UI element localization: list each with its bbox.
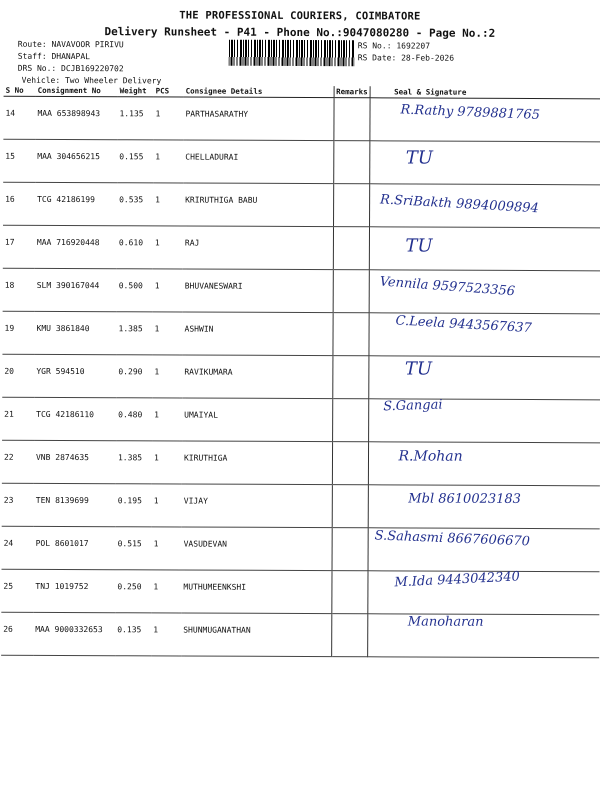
table-row <box>3 96 600 142</box>
row-weight: 1.385 <box>116 441 152 484</box>
row-sno: 14 <box>3 96 35 139</box>
row-signature-cell <box>368 313 600 357</box>
row-pcs: 1 <box>152 484 182 527</box>
row-sno: 20 <box>2 354 34 397</box>
row-consignment: TCG 42186199 <box>35 182 117 225</box>
row-pcs: 1 <box>153 226 183 269</box>
row-consignee: MUTHUMEENKSHI <box>181 570 331 614</box>
row-signature-cell <box>369 184 600 228</box>
row-sno: 22 <box>2 440 34 483</box>
row-sno: 19 <box>2 311 34 354</box>
row-consignee: RAJ <box>183 226 333 270</box>
row-remarks <box>331 614 367 657</box>
row-pcs: 1 <box>153 269 183 312</box>
staff-text: Staff: DHANAPAL <box>17 51 91 62</box>
drs-text: DRS No.: DCJB169220702 <box>17 63 124 74</box>
col-sno: S No <box>4 85 36 97</box>
row-remarks <box>333 141 369 184</box>
handwritten-signature: TU <box>404 358 433 380</box>
col-weight: Weight <box>118 85 154 97</box>
row-signature-cell <box>368 356 600 400</box>
rs-date: RS Date: 28-Feb-2026 <box>357 53 455 63</box>
handwritten-signature: M.Ida 9443042340 <box>393 569 520 591</box>
row-weight: 0.195 <box>116 484 152 527</box>
row-sno: 25 <box>1 569 33 612</box>
row-sno: 15 <box>3 139 35 182</box>
handwritten-signature: R.Mohan <box>398 448 463 465</box>
row-weight: 0.480 <box>116 398 152 441</box>
row-sno: 21 <box>2 397 34 440</box>
row-weight: 0.610 <box>117 226 153 269</box>
handwritten-signature: Manoharan <box>407 614 484 630</box>
meta-right <box>358 40 454 64</box>
row-weight: 1.385 <box>116 312 152 355</box>
table-row <box>3 139 600 185</box>
table-row <box>2 440 600 486</box>
row-pcs: 1 <box>153 140 183 183</box>
row-remarks <box>333 184 369 227</box>
handwritten-signature: Vennila 9597523356 <box>378 274 516 300</box>
handwritten-signature: S.Gangai <box>382 397 443 415</box>
row-remarks <box>332 313 368 356</box>
row-consignee: ASHWIN <box>182 312 332 356</box>
col-consignment: Consignment No <box>36 85 118 97</box>
table-row <box>2 397 600 443</box>
rs-number: RS No.: 1692207 <box>357 41 431 51</box>
handwritten-signature: TU <box>405 147 434 169</box>
row-consignment: KMU 3861840 <box>34 311 116 354</box>
row-consignee: VIJAY <box>182 484 332 528</box>
row-pcs: 1 <box>152 398 182 441</box>
row-sno: 17 <box>3 225 35 268</box>
row-sno: 26 <box>1 612 33 655</box>
row-pcs: 1 <box>151 613 181 656</box>
row-consignment: SLM 390167044 <box>35 268 117 311</box>
row-signature-cell <box>367 571 599 615</box>
company-title: THE PROFESSIONAL COURIERS, COIMBATORE <box>179 9 421 23</box>
table-row <box>1 569 599 615</box>
row-consignee: CHELLADURAI <box>183 140 333 184</box>
row-sno: 18 <box>3 268 35 311</box>
row-consignee: KIRUTHIGA <box>182 441 332 485</box>
row-weight: 0.290 <box>116 355 152 398</box>
row-consignee: UMAIYAL <box>182 398 332 442</box>
row-consignment: MAA 716920448 <box>35 225 117 268</box>
col-signature: Seal & Signature <box>370 86 600 99</box>
row-weight: 0.500 <box>117 269 153 312</box>
row-consignee: RAVIKUMARA <box>182 355 332 399</box>
row-sno: 24 <box>2 526 34 569</box>
row-signature-cell <box>369 227 600 271</box>
row-remarks <box>332 485 368 528</box>
row-pcs: 1 <box>152 355 182 398</box>
row-consignment: MAA 304656215 <box>35 139 117 182</box>
handwritten-signature: Mbl 8610023183 <box>408 491 521 507</box>
row-pcs: 1 <box>151 570 181 613</box>
row-weight: 0.135 <box>115 613 151 656</box>
table-row <box>3 225 600 271</box>
handwritten-signature: S.Sahasmi 8667606670 <box>373 528 530 550</box>
row-remarks <box>333 270 369 313</box>
row-weight: 0.515 <box>116 527 152 570</box>
table-row <box>3 268 600 314</box>
row-consignment: MAA 9000332653 <box>33 612 115 655</box>
handwritten-signature: R.Rathy 9789881765 <box>399 102 540 123</box>
row-pcs: 1 <box>153 183 183 226</box>
handwritten-signature: C.Leela 9443567637 <box>394 313 532 337</box>
row-signature-cell <box>368 442 600 486</box>
col-pcs: PCS <box>154 85 184 97</box>
runsheet-table <box>1 85 600 659</box>
vehicle-text: Vehicle: Two Wheeler Delivery <box>21 75 162 86</box>
row-weight: 0.155 <box>117 140 153 183</box>
table-row <box>1 612 599 658</box>
handwritten-signature: R.SriBakth 9894009894 <box>379 192 539 217</box>
row-consignee: VASUDEVAN <box>182 527 332 571</box>
col-remarks: Remarks <box>334 86 370 98</box>
runsheet-subtitle: Delivery Runsheet - P41 - Phone No.:9047080280 - Page No.:2 <box>104 25 496 40</box>
row-weight: 0.250 <box>115 570 151 613</box>
row-sno: 16 <box>3 182 35 225</box>
row-consignment: TNJ 1019752 <box>33 569 115 612</box>
row-consignment: VNB 2874635 <box>34 440 116 483</box>
row-consignee: BHUVANESWARI <box>183 269 333 313</box>
row-consignee: PARTHASARATHY <box>183 97 333 141</box>
row-remarks <box>332 442 368 485</box>
row-remarks <box>332 356 368 399</box>
row-weight: 0.535 <box>117 183 153 226</box>
row-consignment: TEN 8139699 <box>34 483 116 526</box>
row-signature-cell <box>368 485 600 529</box>
row-pcs: 1 <box>152 441 182 484</box>
table-row <box>3 182 600 228</box>
row-pcs: 1 <box>153 97 183 140</box>
row-consignment: MAA 653898943 <box>35 96 117 139</box>
row-remarks <box>332 528 368 571</box>
route-text: Route: NAVAVOOR PIRIVU <box>17 39 124 50</box>
row-signature-cell <box>369 98 600 142</box>
barcode <box>229 40 355 67</box>
row-remarks <box>332 399 368 442</box>
row-sno: 23 <box>2 483 34 526</box>
row-remarks <box>331 571 367 614</box>
row-signature-cell <box>369 141 600 185</box>
meta-left <box>18 39 162 88</box>
row-weight: 1.135 <box>117 97 153 140</box>
table-row <box>2 311 600 357</box>
row-consignee: SHUNMUGANATHAN <box>181 613 331 657</box>
row-signature-cell <box>367 614 599 658</box>
table-row <box>2 354 600 400</box>
row-consignment: POL 8601017 <box>34 526 116 569</box>
row-signature-cell <box>369 270 600 314</box>
col-consignee: Consignee Details <box>184 85 334 97</box>
row-remarks <box>333 98 369 141</box>
row-pcs: 1 <box>152 527 182 570</box>
row-consignment: YGR 594510 <box>34 354 116 397</box>
handwritten-signature: TU <box>405 235 433 257</box>
table-row <box>2 483 600 529</box>
row-consignee: KRIRUTHIGA BABU <box>183 183 333 227</box>
row-signature-cell <box>368 399 600 443</box>
table-row <box>2 526 600 572</box>
row-pcs: 1 <box>152 312 182 355</box>
row-consignment: TCG 42186110 <box>34 397 116 440</box>
row-signature-cell <box>368 528 600 572</box>
row-remarks <box>333 227 369 270</box>
